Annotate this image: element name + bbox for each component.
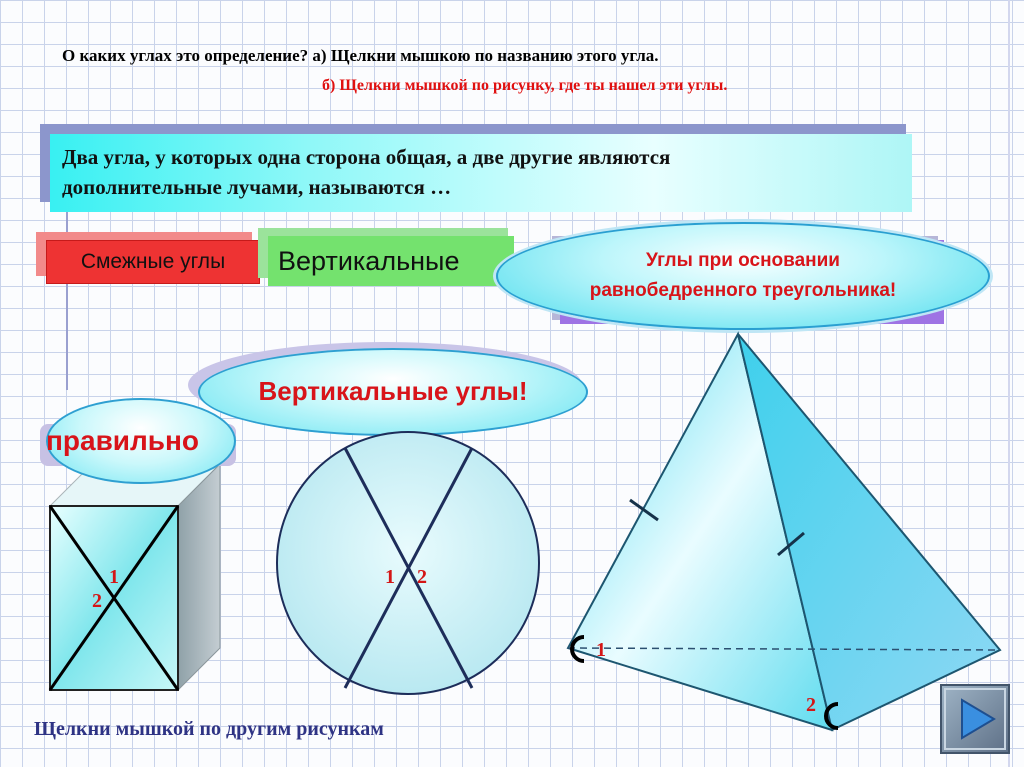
pyramid-angle-2-label: 2: [806, 694, 816, 716]
correct-popup: [46, 398, 236, 484]
isosceles-popup-line-1: Углы при основании: [646, 250, 840, 271]
circle-figure[interactable]: [277, 432, 539, 694]
correct-popup-text: правильно: [46, 425, 200, 456]
question-instruction: б) Щелкни мышкой по рисунку, где ты нашел эти углы.: [322, 77, 728, 94]
question-text: О каких углах это определение? а) Щелкни мышкою по названию этого угла.: [62, 46, 659, 65]
definition-line-1: Два угла, у которых одна сторона общая, а две другие являются: [62, 145, 671, 169]
box-angle-2-label: 2: [92, 590, 102, 612]
box-angle-1-label: 1: [109, 566, 119, 588]
vertical-angles-popup: Вертикальные углы!: [198, 348, 588, 436]
box-figure[interactable]: [50, 464, 220, 690]
pyramid-figure[interactable]: [568, 334, 1000, 730]
adjacent-angles-button[interactable]: Смежные углы: [46, 240, 260, 284]
circle-angle-1-label: 1: [385, 566, 395, 588]
circle-angle-2-label: 2: [417, 566, 427, 588]
play-next-icon[interactable]: [940, 684, 1010, 754]
pyramid-angle-1-label: 1: [596, 639, 606, 661]
isosceles-popup-line-2: равнобедренного треугольника!: [589, 280, 897, 301]
vertical-angles-button[interactable]: Вертикальные: [268, 236, 514, 286]
bottom-hint: Щелкни мышкой по другим рисункам: [34, 718, 384, 740]
definition-line-2: дополнительные лучами, называются …: [62, 175, 452, 199]
